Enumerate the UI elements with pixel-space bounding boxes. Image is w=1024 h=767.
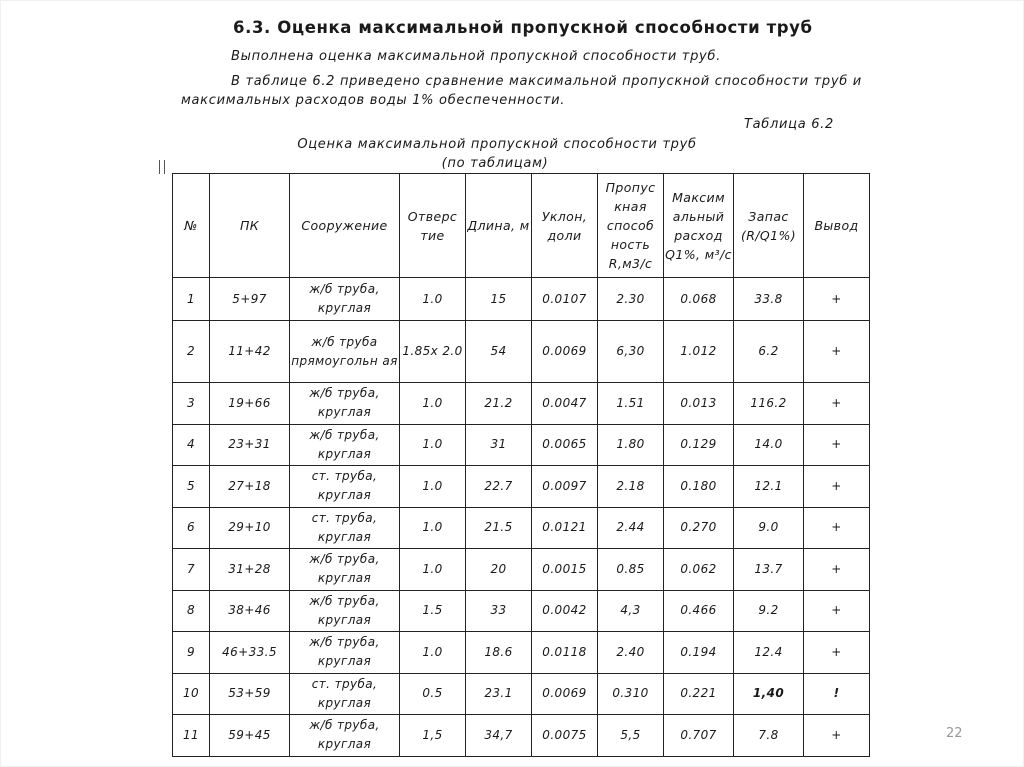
cell-number: 1 [173, 278, 210, 321]
table-caption: Оценка максимальной пропускной способности труб [297, 137, 697, 152]
cell-pk: 59+45 [210, 715, 290, 757]
header-conclusion: Вывод [804, 174, 870, 278]
table-header-row [173, 174, 870, 278]
cell-max-flow: 0.270 [664, 507, 734, 549]
cell-pk: 19+66 [210, 383, 290, 425]
table-caption-sub: (по таблицам) [441, 156, 549, 171]
cell-reserve: 12.4 [734, 632, 804, 674]
cell-pk: 53+59 [210, 673, 290, 715]
cell-pk: 23+31 [210, 424, 290, 466]
cell-length: 34,7 [466, 715, 532, 757]
cell-conclusion: + [804, 590, 870, 632]
cell-number: 6 [173, 507, 210, 549]
cell-pk: 38+46 [210, 590, 290, 632]
cell-opening: 1.0 [400, 549, 466, 591]
cell-slope: 0.0015 [532, 549, 598, 591]
cell-conclusion: + [804, 507, 870, 549]
cell-structure: ст. труба, круглая [290, 673, 400, 715]
cell-slope: 0.0121 [532, 507, 598, 549]
cell-reserve: 116.2 [734, 383, 804, 425]
cell-opening: 1.0 [400, 632, 466, 674]
cell-number: 3 [173, 383, 210, 425]
cell-slope: 0.0042 [532, 590, 598, 632]
cell-structure: ж/б труба, круглая [290, 278, 400, 321]
header-pk: ПК [210, 174, 290, 278]
cell-reserve: 9.2 [734, 590, 804, 632]
pipe-capacity-table [172, 173, 870, 757]
section-title: 6.3. Оценка максимальной пропускной способности труб [233, 18, 813, 37]
cell-number: 10 [173, 673, 210, 715]
cell-opening: 1.0 [400, 507, 466, 549]
table-number: Таблица 6.2 [743, 117, 834, 132]
cell-reserve: 14.0 [734, 424, 804, 466]
cell-structure: ст. труба, круглая [290, 507, 400, 549]
paragraph-2: В таблице 6.2 приведено сравнение максимальной пропускной способности труб и [231, 74, 862, 89]
cell-structure: ж/б труба, круглая [290, 549, 400, 591]
cell-max-flow: 1.012 [664, 321, 734, 383]
cell-number: 5 [173, 466, 210, 508]
cell-conclusion: + [804, 466, 870, 508]
cell-max-flow: 0.013 [664, 383, 734, 425]
table-anchor-marker [159, 160, 165, 174]
cell-structure: ж/б труба, круглая [290, 632, 400, 674]
cell-pk: 11+42 [210, 321, 290, 383]
cell-conclusion: + [804, 632, 870, 674]
cell-slope: 0.0097 [532, 466, 598, 508]
cell-reserve: 6.2 [734, 321, 804, 383]
cell-reserve: 7.8 [734, 715, 804, 757]
cell-structure: ж/б труба, круглая [290, 590, 400, 632]
cell-length: 15 [466, 278, 532, 321]
cell-conclusion: ! [804, 673, 870, 715]
cell-conclusion: + [804, 715, 870, 757]
cell-conclusion: + [804, 278, 870, 321]
cell-capacity: 2.40 [598, 632, 664, 674]
cell-opening: 0.5 [400, 673, 466, 715]
cell-number: 8 [173, 590, 210, 632]
cell-opening: 1.0 [400, 424, 466, 466]
cell-length: 22.7 [466, 466, 532, 508]
cell-capacity: 1.51 [598, 383, 664, 425]
cell-max-flow: 0.062 [664, 549, 734, 591]
paragraph-3: максимальных расходов воды 1% обеспеченности. [181, 93, 566, 108]
cell-pk: 46+33.5 [210, 632, 290, 674]
table-row [173, 507, 870, 549]
cell-pk: 29+10 [210, 507, 290, 549]
cell-max-flow: 0.707 [664, 715, 734, 757]
cell-max-flow: 0.194 [664, 632, 734, 674]
cell-capacity: 2.18 [598, 466, 664, 508]
header-max-flow: Максим альный расход Q1%, м³/с [664, 174, 734, 278]
cell-slope: 0.0069 [532, 673, 598, 715]
cell-slope: 0.0065 [532, 424, 598, 466]
cell-opening: 1.0 [400, 278, 466, 321]
table-row [173, 278, 870, 321]
cell-reserve: 13.7 [734, 549, 804, 591]
cell-slope: 0.0047 [532, 383, 598, 425]
table-row [173, 424, 870, 466]
cell-length: 54 [466, 321, 532, 383]
cell-capacity: 4,3 [598, 590, 664, 632]
cell-conclusion: + [804, 321, 870, 383]
cell-capacity: 5,5 [598, 715, 664, 757]
cell-max-flow: 0.129 [664, 424, 734, 466]
cell-slope: 0.0107 [532, 278, 598, 321]
cell-capacity: 1.80 [598, 424, 664, 466]
cell-structure: ж/б труба, круглая [290, 424, 400, 466]
cell-max-flow: 0.180 [664, 466, 734, 508]
cell-pk: 5+97 [210, 278, 290, 321]
table-row [173, 673, 870, 715]
header-slope: Уклон, доли [532, 174, 598, 278]
cell-reserve: 12.1 [734, 466, 804, 508]
header-opening: Отверс тие [400, 174, 466, 278]
cell-length: 23.1 [466, 673, 532, 715]
table-row [173, 383, 870, 425]
cell-length: 20 [466, 549, 532, 591]
table-row [173, 321, 870, 383]
cell-slope: 0.0075 [532, 715, 598, 757]
header-capacity: Пропус кная способ ность R,м3/с [598, 174, 664, 278]
cell-structure: ж/б труба, круглая [290, 383, 400, 425]
cell-length: 33 [466, 590, 532, 632]
cell-opening: 1.0 [400, 383, 466, 425]
cell-capacity: 6,30 [598, 321, 664, 383]
cell-max-flow: 0.068 [664, 278, 734, 321]
header-number: № [173, 174, 210, 278]
cell-structure: ж/б труба, круглая [290, 715, 400, 757]
cell-structure: ст. труба, круглая [290, 466, 400, 508]
cell-length: 21.5 [466, 507, 532, 549]
cell-structure: ж/б труба прямоугольн ая [290, 321, 400, 383]
cell-max-flow: 0.466 [664, 590, 734, 632]
document-page [167, 0, 879, 767]
table-row [173, 549, 870, 591]
cell-reserve: 1,40 [734, 673, 804, 715]
cell-length: 31 [466, 424, 532, 466]
cell-opening: 1.85х 2.0 [400, 321, 466, 383]
cell-conclusion: + [804, 383, 870, 425]
cell-max-flow: 0.221 [664, 673, 734, 715]
cell-number: 4 [173, 424, 210, 466]
cell-capacity: 0.310 [598, 673, 664, 715]
cell-capacity: 2.44 [598, 507, 664, 549]
header-reserve: Запас (R/Q1%) [734, 174, 804, 278]
cell-conclusion: + [804, 424, 870, 466]
cell-number: 7 [173, 549, 210, 591]
cell-slope: 0.0118 [532, 632, 598, 674]
cell-opening: 1.5 [400, 590, 466, 632]
cell-length: 21.2 [466, 383, 532, 425]
cell-pk: 27+18 [210, 466, 290, 508]
cell-number: 11 [173, 715, 210, 757]
cell-number: 2 [173, 321, 210, 383]
table-row [173, 632, 870, 674]
cell-conclusion: + [804, 549, 870, 591]
table-row [173, 715, 870, 757]
cell-number: 9 [173, 632, 210, 674]
paragraph-1: Выполнена оценка максимальной пропускной способности труб. [231, 49, 721, 64]
table-row [173, 590, 870, 632]
cell-reserve: 9.0 [734, 507, 804, 549]
cell-capacity: 0.85 [598, 549, 664, 591]
cell-reserve: 33.8 [734, 278, 804, 321]
cell-opening: 1.0 [400, 466, 466, 508]
cell-pk: 31+28 [210, 549, 290, 591]
table-row [173, 466, 870, 508]
header-structure: Сооружение [290, 174, 400, 278]
cell-length: 18.6 [466, 632, 532, 674]
header-length: Длина, м [466, 174, 532, 278]
cell-opening: 1,5 [400, 715, 466, 757]
cell-capacity: 2.30 [598, 278, 664, 321]
page-number: 22 [946, 726, 963, 741]
cell-slope: 0.0069 [532, 321, 598, 383]
